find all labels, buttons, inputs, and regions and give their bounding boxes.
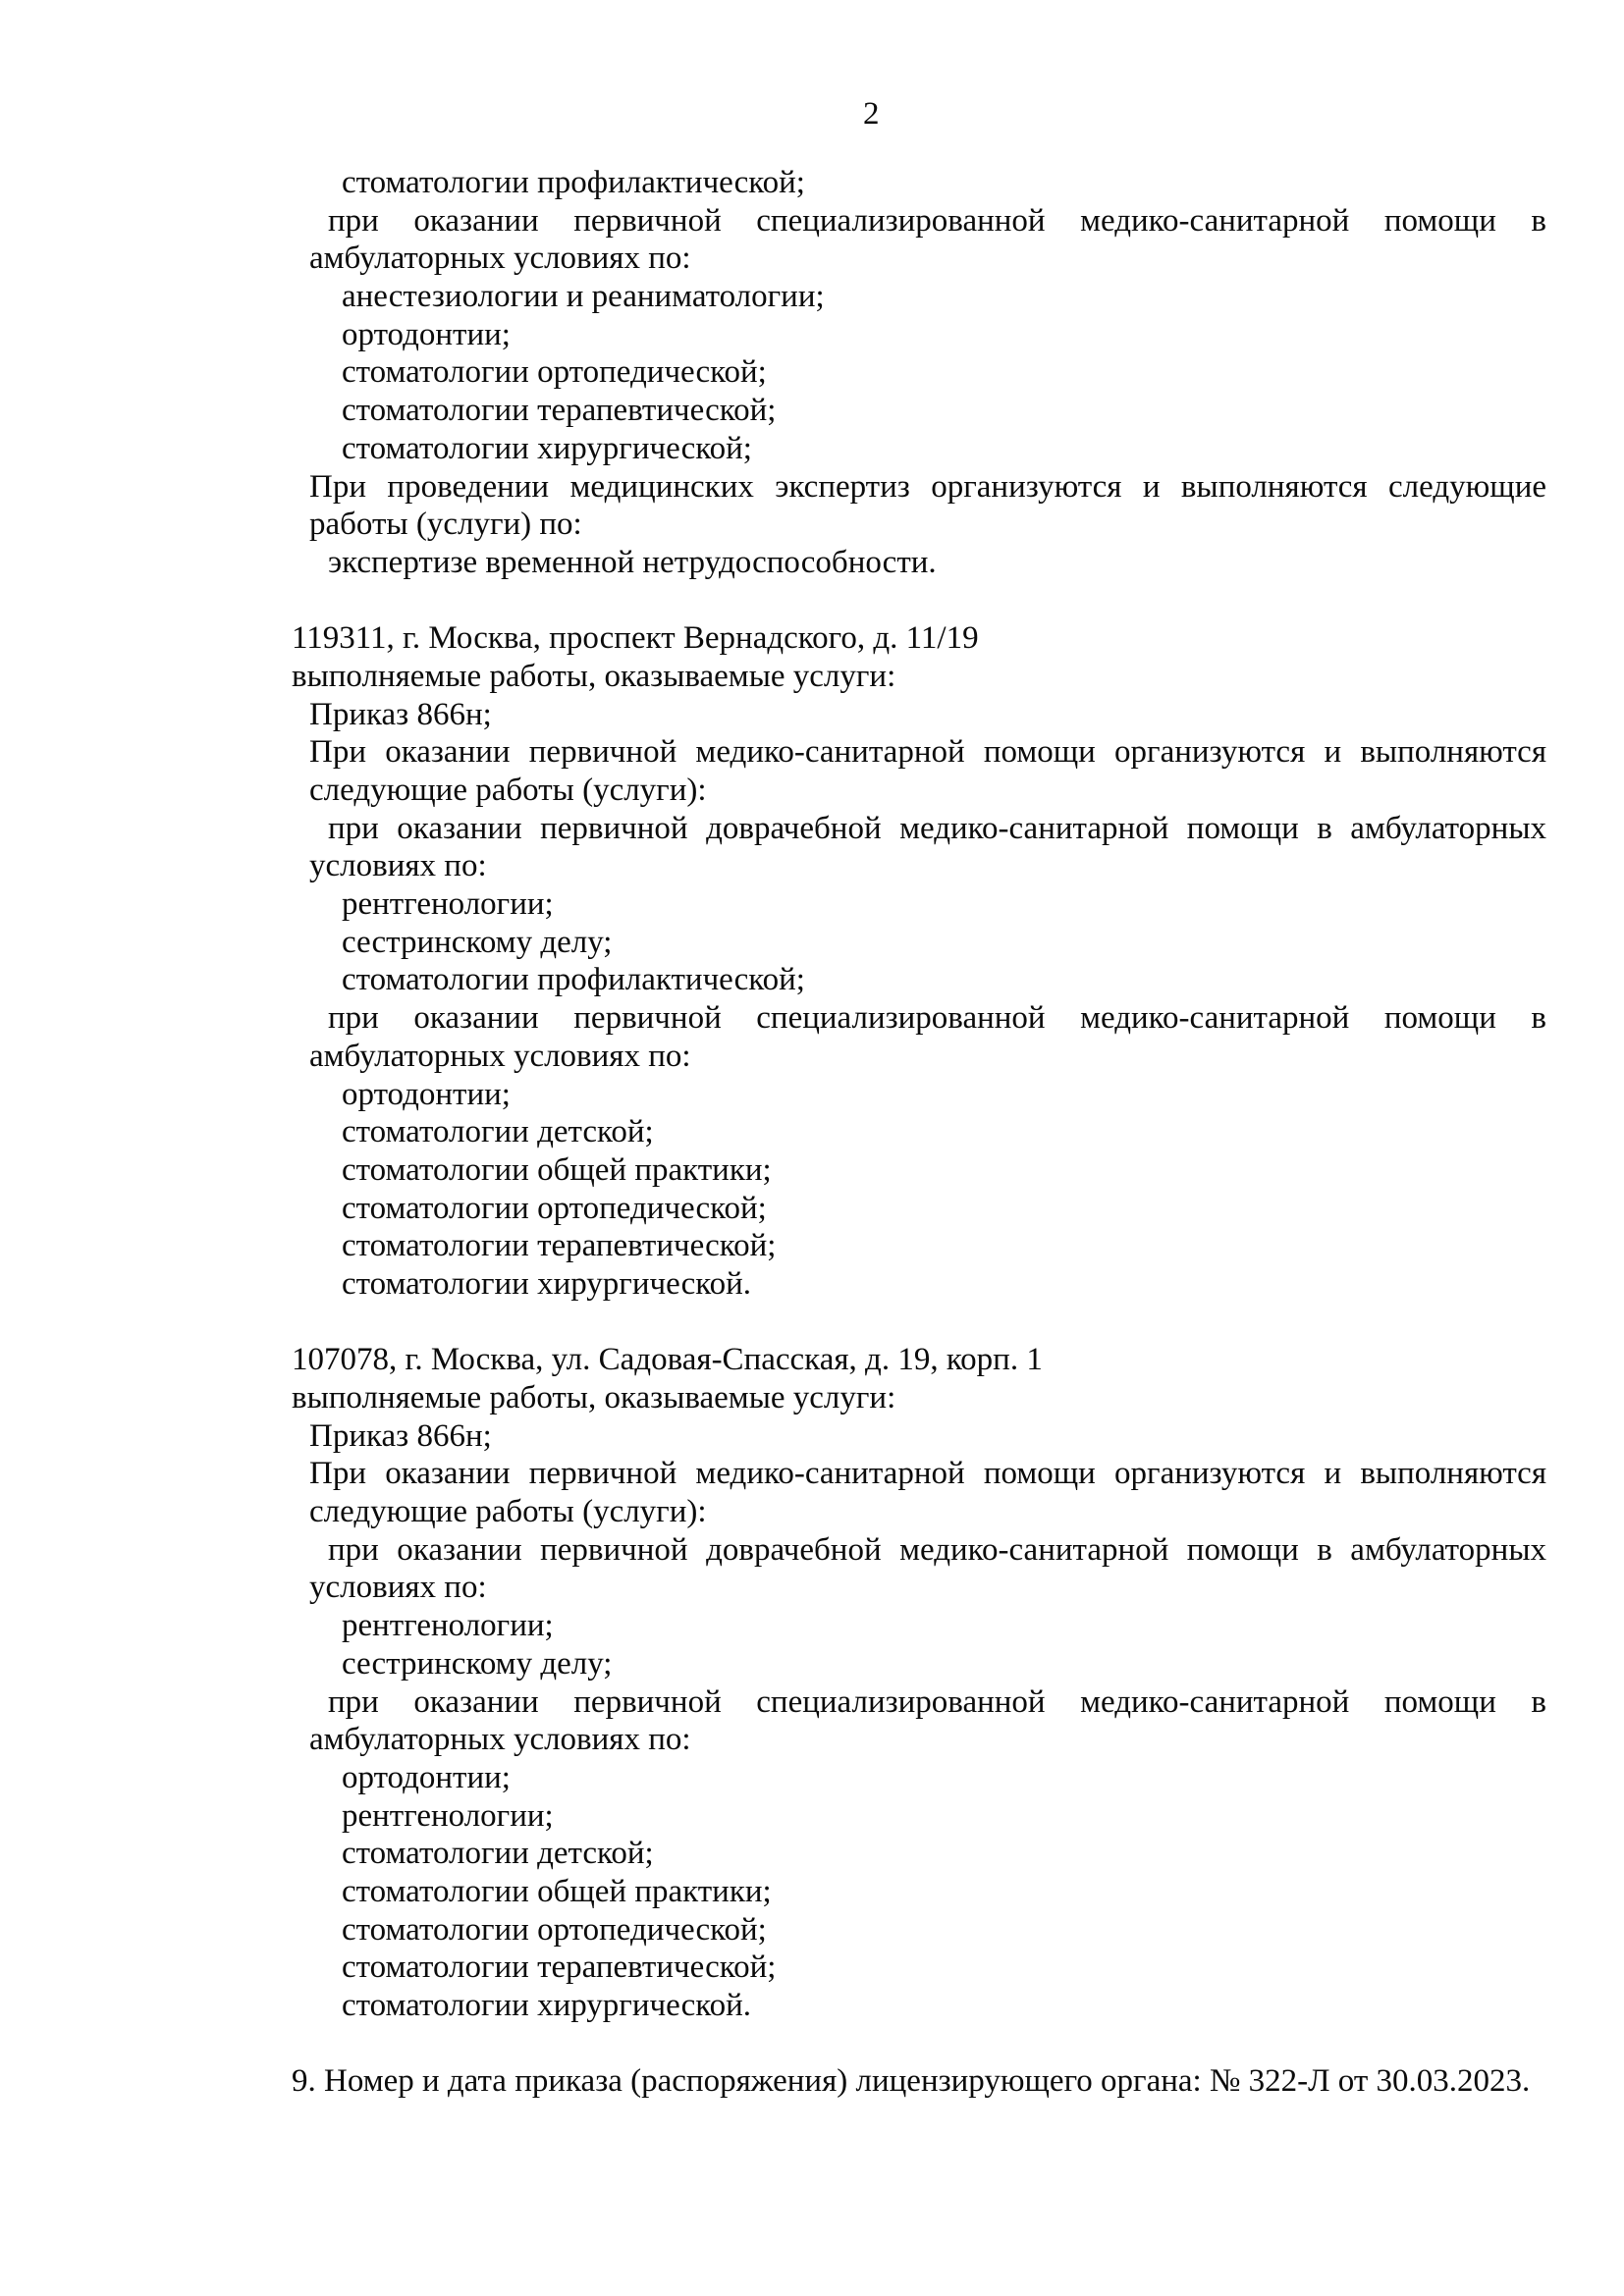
text-line: следующие работы (услуги): xyxy=(309,1494,707,1530)
text-line: при оказании первичной специализированной медико-санитарной помощи в xyxy=(328,1000,1546,1037)
text-line: выполняемые работы, оказываемые услуги: xyxy=(292,1380,896,1415)
text-line: сестринскому делу; xyxy=(342,924,613,960)
text-line: следующие работы (услуги): xyxy=(309,773,707,808)
text-line: сестринскому делу; xyxy=(342,1645,613,1682)
text-line: амбулаторных условиях по: xyxy=(309,1038,691,1074)
text-line: амбулаторных условиях по: xyxy=(309,1722,691,1758)
text-line: стоматологии ортопедической; xyxy=(342,1190,767,1226)
text-line: стоматологии ортопедической; xyxy=(342,1911,767,1948)
text-line: Приказ 866н; xyxy=(309,1417,492,1454)
text-line: рентгенологии; xyxy=(342,1797,554,1834)
page-content xyxy=(292,164,1546,2101)
page-number: 2 xyxy=(863,96,880,132)
text-line: ортодонтии; xyxy=(342,1076,511,1112)
text-line: рентгенологии; xyxy=(342,1608,554,1644)
text-line: При оказании первичной медико-санитарной помощи организуются и выполняются xyxy=(309,734,1546,771)
text-line: стоматологии хирургической. xyxy=(342,1265,751,1302)
text-line: стоматологии профилактической; xyxy=(342,165,805,200)
text-line: стоматологии хирургической; xyxy=(342,430,752,466)
text-line: рентгенологии; xyxy=(342,886,554,923)
text-line: экспертизе временной нетрудоспособности. xyxy=(328,544,937,580)
text-line: при оказании первичной доврачебной медико-санитарной помощи в амбулаторных xyxy=(328,1531,1546,1568)
text-line: стоматологии детской; xyxy=(342,1836,654,1872)
text-line: 107078, г. Москва, ул. Садовая-Спасская, д. 19, корп. 1 xyxy=(292,1342,1043,1378)
text-line: 9. Номер и дата приказа (распоряжения) лицензирующего органа: № 322-Л от 30.03.2023. xyxy=(292,2063,1531,2100)
text-line: при оказании первичной доврачебной медико-санитарной помощи в амбулаторных xyxy=(328,810,1546,846)
text-line: выполняемые работы, оказываемые услуги: xyxy=(292,658,896,694)
blank-line xyxy=(292,2025,1546,2063)
text-line: 119311, г. Москва, проспект Вернадского, д. 11/19 xyxy=(292,620,979,657)
text-line: Приказ 866н; xyxy=(309,696,492,732)
text-line: ортодонтии; xyxy=(342,1759,511,1795)
text-line: при оказании первичной специализированной медико-санитарной помощи в xyxy=(328,1683,1546,1720)
text-line: условиях по: xyxy=(309,1570,487,1606)
text-line: при оказании первичной специализированной медико-санитарной помощи в xyxy=(328,202,1546,239)
text-line: ортодонтии; xyxy=(342,316,511,352)
text-line: стоматологии детской; xyxy=(342,1114,654,1150)
text-line: анестезиологии и реаниматологии; xyxy=(342,279,825,315)
text-line: стоматологии общей практики; xyxy=(342,1873,772,1909)
text-line: стоматологии профилактической; xyxy=(342,962,805,998)
blank-line xyxy=(292,1304,1546,1342)
text-line: При оказании первичной медико-санитарной помощи организуются и выполняются xyxy=(309,1456,1546,1492)
text-line: При проведении медицинских экспертиз организуются и выполняются следующие xyxy=(309,468,1546,505)
text-line: условиях по: xyxy=(309,848,487,884)
text-line: работы (услуги) по: xyxy=(309,507,582,543)
text-line: стоматологии терапевтической; xyxy=(342,393,777,429)
text-line: стоматологии ортопедической; xyxy=(342,354,767,391)
text-line: стоматологии хирургической. xyxy=(342,1988,751,2023)
text-line: стоматологии общей практики; xyxy=(342,1151,772,1188)
text-line: стоматологии терапевтической; xyxy=(342,1949,777,1986)
text-line: амбулаторных условиях по: xyxy=(309,240,691,277)
blank-line xyxy=(292,582,1546,620)
text-line: стоматологии терапевтической; xyxy=(342,1228,777,1264)
